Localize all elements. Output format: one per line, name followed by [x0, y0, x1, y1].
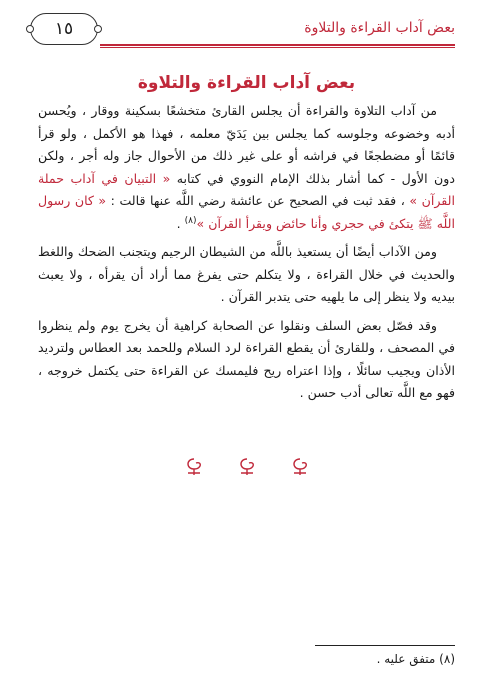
running-title: بعض آداب القراءة والتلاوة: [304, 20, 455, 36]
header-rule-thin: [100, 47, 455, 48]
paragraph-1-text-a: من آداب التلاوة والقراءة أن يجلس القارئ متخشعًا بسكينة ووقار ، ويُحسن أدبه وخضوعه وجلوسه كما يجلس بين يَدَيّ معلمه ، فهذا هو الأكمل ، ولو قرأ قائمًا أو مضطجعًا في فراشه أو على غير ذلك من الأحوال جاز وله أجر ، ولكن دون الأول - كما أشار بذلك الإمام النووي في كتابه: [38, 103, 455, 186]
footnote-ref: (٨): [184, 215, 197, 226]
paragraph-1-text-b: ، فقد ثبت في الصحيح عن عائشة رضي اللَّه عنها قالت :: [106, 193, 410, 208]
hadith-quote: « كان رسول اللَّه ﷺ يتكئ في حجري وأنا حائض ويقرأ القرآن »: [38, 193, 455, 231]
page-number: [30, 13, 98, 45]
paragraph-1-end: .: [176, 215, 185, 231]
ornament-divider: [0, 455, 493, 481]
ornament-icon: [182, 455, 312, 477]
paragraph-3: وقد فصّل بعض السلف ونقلوا عن الصحابة كراهية أن يخرج يوم ولم ينظروا في المصحف ، وللقارئ أن يقطع القراءة لرد السلام وللحمد بعد العطاس ولترديد الأذان ويجيب سائلًا ، وإذا اعتراه ريح فليمسك عن القراءة حتى يكتمل خروجه ، فهو مع اللَّه تعالى أدب حسن .: [38, 317, 455, 400]
body-text: [38, 100, 455, 411]
footnote: [377, 652, 455, 666]
page-number-text: ١٥: [54, 19, 74, 39]
section-heading: بعض آداب القراءة والتلاوة: [137, 73, 356, 93]
book-title: « التبيان في آداب حملة القرآن »: [38, 170, 455, 208]
footnote-rule: [315, 645, 455, 646]
paragraph-2: ومن الآداب أيضًا أن يستعيذ باللَّه من الشيطان الرجيم ويتجنب الضحك واللغط والحديث في خلال القراءة ، ولا يتكلم حتى يفرغ مما أراد أن يقرأه ، ولا يعبث بيديه ولا ينظر إلى ما يلهيه حتى يتدبر القرآن .: [38, 244, 455, 304]
footnote-text: متفق عليه .: [376, 652, 436, 666]
header-rule: [100, 44, 455, 46]
footnote-number: (٨): [439, 652, 455, 666]
paragraph-1: [38, 100, 455, 235]
